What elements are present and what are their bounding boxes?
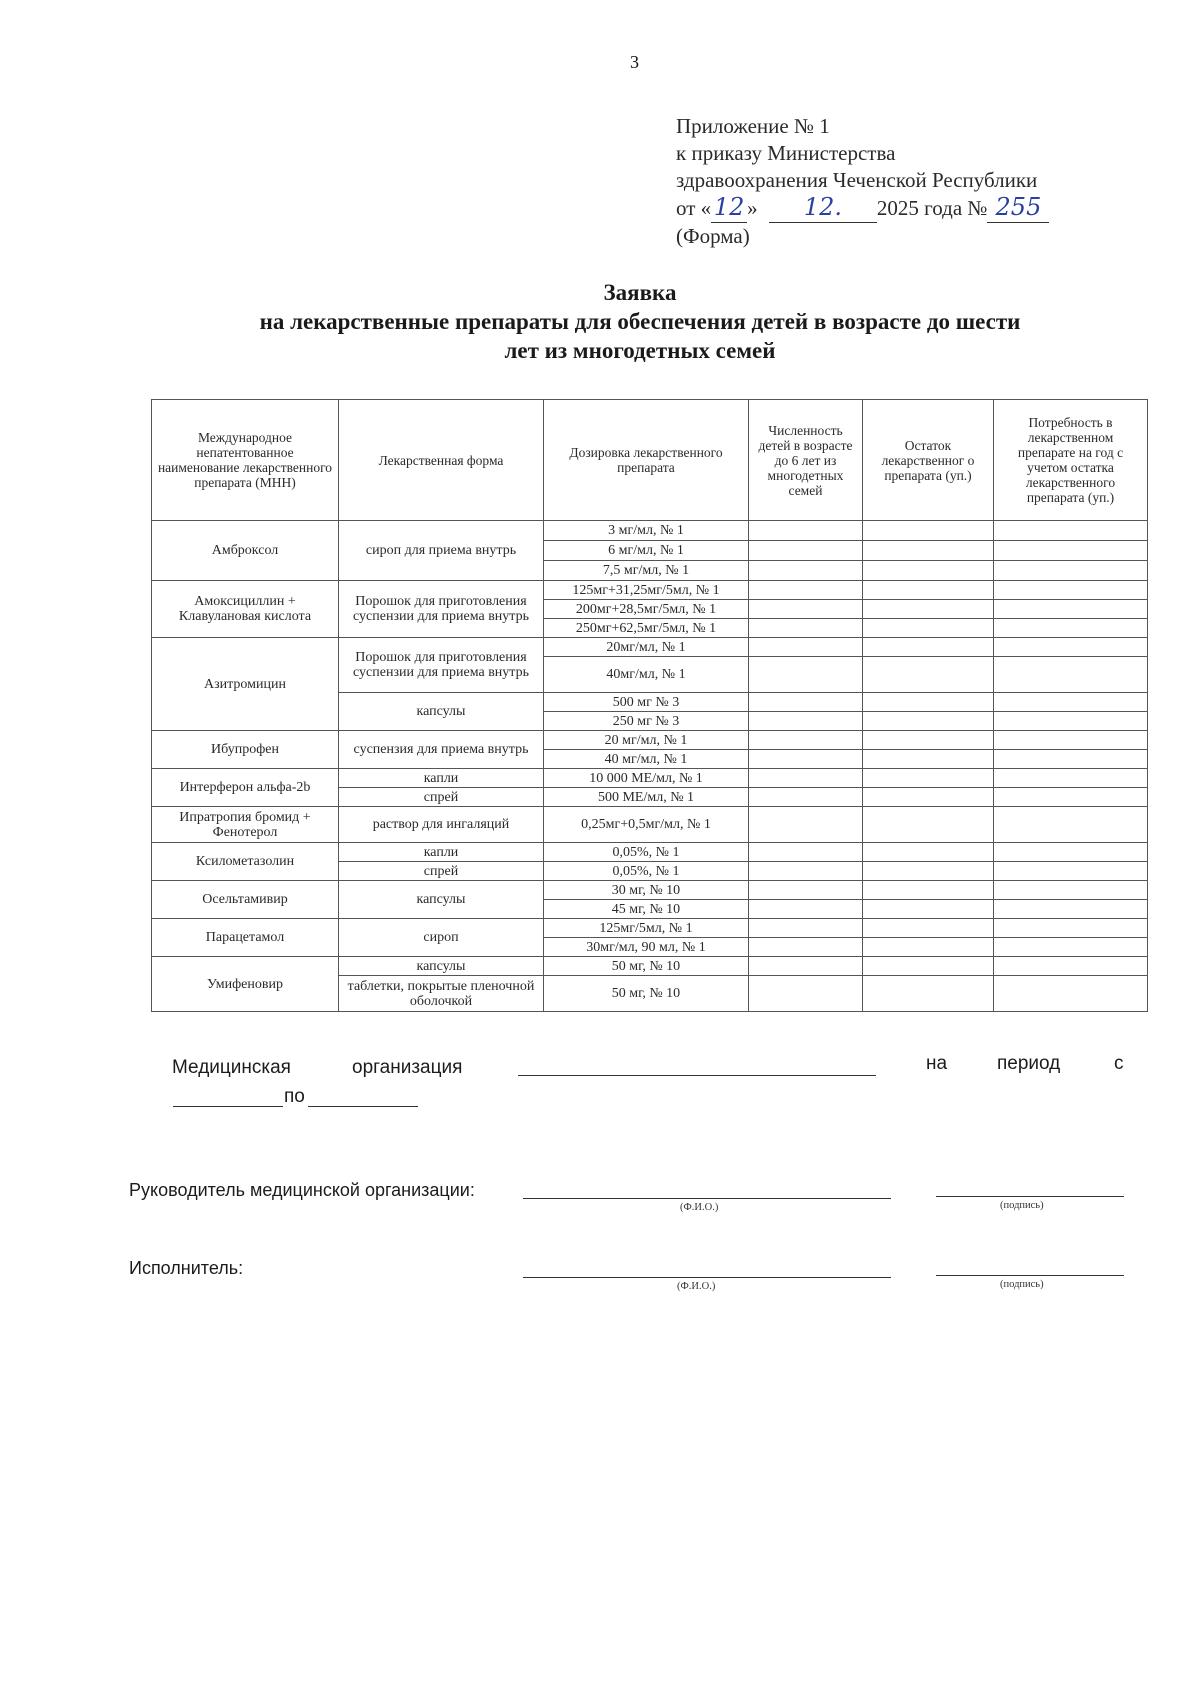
title-line-2: на лекарственные препараты для обеспечения детей в возрасте до шести xyxy=(259,309,1021,334)
title-line-1: Заявка xyxy=(603,280,677,305)
remainder-cell[interactable] xyxy=(863,521,994,541)
period-po: по xyxy=(284,1086,305,1107)
executor-fio-caption: (Ф.И.О.) xyxy=(677,1281,716,1292)
count-cell[interactable] xyxy=(749,638,863,657)
drug-form: капли xyxy=(339,769,544,788)
remainder-cell[interactable] xyxy=(863,731,994,750)
drug-dosage: 500 МЕ/мл, № 1 xyxy=(544,788,749,807)
count-cell[interactable] xyxy=(749,843,863,862)
drug-dosage: 3 мг/мл, № 1 xyxy=(544,521,749,541)
count-cell[interactable] xyxy=(749,619,863,638)
remainder-cell[interactable] xyxy=(863,750,994,769)
drug-name: Амоксициллин + Клавулановая кислота xyxy=(152,581,339,638)
need-cell[interactable] xyxy=(994,881,1148,900)
remainder-cell[interactable] xyxy=(863,788,994,807)
head-label: Руководитель медицинской организации: xyxy=(129,1180,475,1200)
table-row xyxy=(152,919,1148,938)
count-cell[interactable] xyxy=(749,600,863,619)
remainder-cell[interactable] xyxy=(863,657,994,693)
drug-dosage: 200мг+28,5мг/5мл, № 1 xyxy=(544,600,749,619)
count-cell[interactable] xyxy=(749,657,863,693)
drug-form: таблетки, покрытые пленочной оболочкой xyxy=(339,976,544,1012)
need-cell[interactable] xyxy=(994,561,1148,581)
date-year: 2025 года № xyxy=(876,196,988,220)
remainder-cell[interactable] xyxy=(863,807,994,843)
drug-dosage: 50 мг, № 10 xyxy=(544,957,749,976)
need-cell[interactable] xyxy=(994,919,1148,938)
drug-form: суспензия для приема внутрь xyxy=(339,731,544,769)
executor-label: Исполнитель: xyxy=(129,1258,244,1278)
table-row xyxy=(152,731,1148,750)
count-cell[interactable] xyxy=(749,693,863,712)
table-row xyxy=(152,521,1148,541)
count-cell[interactable] xyxy=(749,976,863,1012)
date-prefix: от « xyxy=(676,196,712,220)
table-header-row xyxy=(152,400,1148,521)
remainder-cell[interactable] xyxy=(863,541,994,561)
executor-signature-caption: (подпись) xyxy=(1000,1279,1044,1290)
drug-name: Интерферон альфа-2b xyxy=(152,769,339,807)
table-row xyxy=(152,807,1148,843)
drug-dosage: 125мг/5мл, № 1 xyxy=(544,919,749,938)
count-cell[interactable] xyxy=(749,521,863,541)
header-need: Потребность в лекарственном препарате на год с учетом остатка лекарственного препарата (уп.) xyxy=(994,400,1148,521)
executor-signature-line[interactable] xyxy=(936,1275,1124,1276)
header-inn: Международное непатентованное наименование лекарственного препарата (МНН) xyxy=(152,400,339,521)
drug-dosage: 40мг/мл, № 1 xyxy=(544,657,749,693)
drug-name: Ибупрофен xyxy=(152,731,339,769)
form-label: (Форма) xyxy=(676,224,750,248)
need-cell[interactable] xyxy=(994,750,1148,769)
remainder-cell[interactable] xyxy=(863,843,994,862)
need-cell[interactable] xyxy=(994,957,1148,976)
med-org-label: Медицинская xyxy=(172,1057,291,1078)
date-mid: » xyxy=(747,196,758,220)
drug-dosage: 45 мг, № 10 xyxy=(544,900,749,919)
need-cell[interactable] xyxy=(994,693,1148,712)
drug-form: Порошок для приготовления суспензии для приема внутрь xyxy=(339,581,544,638)
need-cell[interactable] xyxy=(994,657,1148,693)
drug-dosage: 6 мг/мл, № 1 xyxy=(544,541,749,561)
drug-form: раствор для ингаляций xyxy=(339,807,544,843)
drug-form: спрей xyxy=(339,788,544,807)
table-row xyxy=(152,638,1148,657)
appendix-header xyxy=(676,113,1049,250)
remainder-cell[interactable] xyxy=(863,881,994,900)
header-form: Лекарственная форма xyxy=(339,400,544,521)
count-cell[interactable] xyxy=(749,769,863,788)
drug-name: Умифеновир xyxy=(152,957,339,1012)
count-cell[interactable] xyxy=(749,938,863,957)
remainder-cell[interactable] xyxy=(863,619,994,638)
count-cell[interactable] xyxy=(749,900,863,919)
drug-form: капли xyxy=(339,843,544,862)
need-cell[interactable] xyxy=(994,638,1148,657)
drug-name: Азитромицин xyxy=(152,638,339,731)
count-cell[interactable] xyxy=(749,919,863,938)
drug-dosage: 20 мг/мл, № 1 xyxy=(544,731,749,750)
remainder-cell[interactable] xyxy=(863,900,994,919)
need-cell[interactable] xyxy=(994,600,1148,619)
head-fio-line[interactable] xyxy=(523,1198,891,1199)
drug-dosage: 30мг/мл, 90 мл, № 1 xyxy=(544,938,749,957)
header-dosage: Дозировка лекарственного препарата xyxy=(544,400,749,521)
drug-name: Ипратропия бромид + Фенотерол xyxy=(152,807,339,843)
drug-dosage: 125мг+31,25мг/5мл, № 1 xyxy=(544,581,749,600)
remainder-cell[interactable] xyxy=(863,600,994,619)
order-number: 255 xyxy=(995,193,1042,221)
drug-dosage: 250 мг № 3 xyxy=(544,712,749,731)
drug-dosage: 40 мг/мл, № 1 xyxy=(544,750,749,769)
table-row xyxy=(152,581,1148,600)
drug-form: спрей xyxy=(339,862,544,881)
count-cell[interactable] xyxy=(749,807,863,843)
drug-name: Парацетамол xyxy=(152,919,339,957)
remainder-cell[interactable] xyxy=(863,919,994,938)
count-cell[interactable] xyxy=(749,957,863,976)
period-word: период xyxy=(997,1053,1061,1074)
period-s: с xyxy=(1114,1053,1124,1074)
need-cell[interactable] xyxy=(994,581,1148,600)
count-cell[interactable] xyxy=(749,581,863,600)
date-day: 12 xyxy=(713,193,745,221)
header-count: Численность детей в возрасте до 6 лет из многодетных семей xyxy=(749,400,863,521)
count-cell[interactable] xyxy=(749,712,863,731)
need-cell[interactable] xyxy=(994,712,1148,731)
remainder-cell[interactable] xyxy=(863,938,994,957)
appendix-date-line xyxy=(676,194,1049,223)
drug-name: Осельтамивир xyxy=(152,881,339,919)
need-cell[interactable] xyxy=(994,521,1148,541)
count-cell[interactable] xyxy=(749,731,863,750)
drug-dosage: 500 мг № 3 xyxy=(544,693,749,712)
head-signature-caption: (подпись) xyxy=(1000,1200,1044,1211)
head-signature-line[interactable] xyxy=(936,1196,1124,1197)
drug-form: сироп для приема внутрь xyxy=(339,521,544,581)
drug-form: капсулы xyxy=(339,693,544,731)
need-cell[interactable] xyxy=(994,619,1148,638)
count-cell[interactable] xyxy=(749,561,863,581)
remainder-cell[interactable] xyxy=(863,581,994,600)
appendix-line-3: здравоохранения Чеченской Республики xyxy=(676,168,1038,192)
drug-dosage: 50 мг, № 10 xyxy=(544,976,749,1012)
drug-form: капсулы xyxy=(339,957,544,976)
drug-form: Порошок для приготовления суспензии для приема внутрь xyxy=(339,638,544,693)
need-cell[interactable] xyxy=(994,843,1148,862)
page-title xyxy=(150,278,1130,365)
drug-dosage: 250мг+62,5мг/5мл, № 1 xyxy=(544,619,749,638)
remainder-cell[interactable] xyxy=(863,561,994,581)
count-cell[interactable] xyxy=(749,881,863,900)
header-remainder: Остаток лекарственног о препарата (уп.) xyxy=(863,400,994,521)
remainder-cell[interactable] xyxy=(863,712,994,731)
table-row xyxy=(152,957,1148,976)
count-cell[interactable] xyxy=(749,862,863,881)
need-cell[interactable] xyxy=(994,862,1148,881)
period-na: на xyxy=(926,1053,948,1074)
need-cell[interactable] xyxy=(994,731,1148,750)
page-number: 3 xyxy=(630,52,639,72)
need-cell[interactable] xyxy=(994,788,1148,807)
appendix-line-1: Приложение № 1 xyxy=(676,114,830,138)
drug-dosage: 0,05%, № 1 xyxy=(544,843,749,862)
need-cell[interactable] xyxy=(994,769,1148,788)
count-cell[interactable] xyxy=(749,541,863,561)
drug-name: Амброксол xyxy=(152,521,339,581)
table-row xyxy=(152,843,1148,862)
drug-form: сироп xyxy=(339,919,544,957)
drug-dosage: 30 мг, № 10 xyxy=(544,881,749,900)
drug-dosage: 0,05%, № 1 xyxy=(544,862,749,881)
period-to-line[interactable] xyxy=(308,1106,418,1107)
drug-dosage: 0,25мг+0,5мг/мл, № 1 xyxy=(544,807,749,843)
appendix-line-2: к приказу Министерства xyxy=(676,141,896,165)
need-cell[interactable] xyxy=(994,807,1148,843)
drug-name: Ксилометазолин xyxy=(152,843,339,881)
period-from-line[interactable] xyxy=(173,1106,283,1107)
remainder-cell[interactable] xyxy=(863,638,994,657)
executor-fio-line[interactable] xyxy=(523,1277,891,1278)
remainder-cell[interactable] xyxy=(863,976,994,1012)
drug-dosage: 10 000 МЕ/мл, № 1 xyxy=(544,769,749,788)
need-cell[interactable] xyxy=(994,900,1148,919)
remainder-cell[interactable] xyxy=(863,769,994,788)
med-org-label-2: организация xyxy=(352,1057,463,1078)
count-cell[interactable] xyxy=(749,788,863,807)
drug-dosage: 7,5 мг/мл, № 1 xyxy=(544,561,749,581)
need-cell[interactable] xyxy=(994,976,1148,1012)
remainder-cell[interactable] xyxy=(863,957,994,976)
date-month: 12. xyxy=(803,193,842,221)
title-line-3: лет из многодетных семей xyxy=(504,338,776,363)
remainder-cell[interactable] xyxy=(863,693,994,712)
table-row xyxy=(152,769,1148,788)
drug-dosage: 20мг/мл, № 1 xyxy=(544,638,749,657)
drug-request-table xyxy=(151,399,1148,1012)
head-fio-caption: (Ф.И.О.) xyxy=(680,1202,719,1213)
remainder-cell[interactable] xyxy=(863,862,994,881)
need-cell[interactable] xyxy=(994,541,1148,561)
drug-form: капсулы xyxy=(339,881,544,919)
count-cell[interactable] xyxy=(749,750,863,769)
table-row xyxy=(152,881,1148,900)
med-org-input-line[interactable] xyxy=(518,1075,876,1076)
need-cell[interactable] xyxy=(994,938,1148,957)
